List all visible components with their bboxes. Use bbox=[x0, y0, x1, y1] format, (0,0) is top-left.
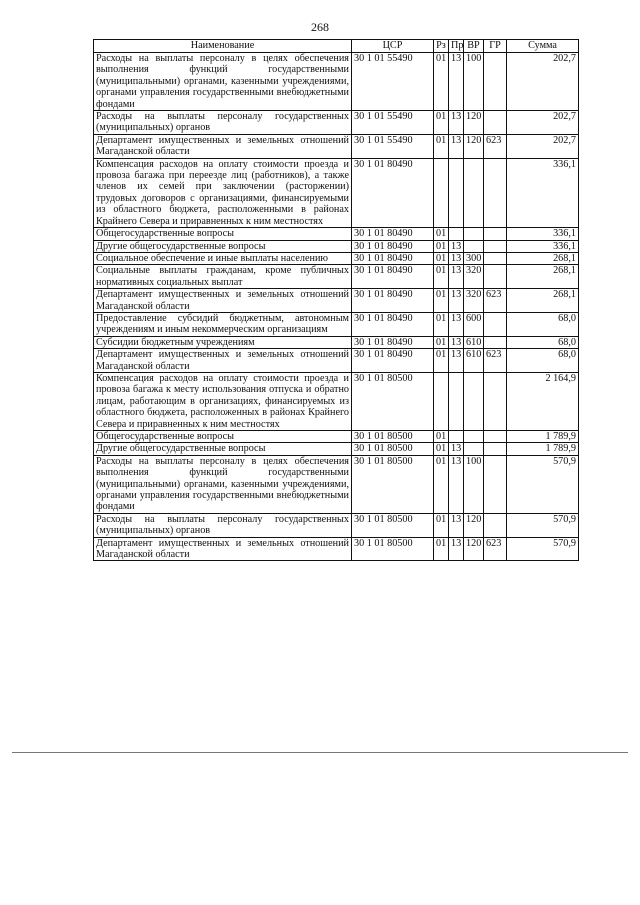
table-row bbox=[94, 455, 579, 513]
cell-vr bbox=[464, 443, 484, 455]
header-rz: Рз bbox=[434, 40, 449, 53]
cell-gr bbox=[484, 53, 507, 111]
cell-name: Расходы на выплаты персоналу в целях обеспечения выполнения функций государственными (муниципальными) органами, казенными учреждениями, органами управления государственными внебюджетными фондами bbox=[94, 53, 352, 111]
cell-sum: 202,7 bbox=[507, 134, 579, 158]
cell-name: Предоставление субсидий бюджетным, автономным учреждениям и иным некоммерческим организациям bbox=[94, 312, 352, 336]
cell-rz: 01 bbox=[434, 265, 449, 289]
cell-pr: 13 bbox=[449, 312, 464, 336]
cell-vr bbox=[464, 431, 484, 443]
cell-vr: 320 bbox=[464, 265, 484, 289]
cell-pr: 13 bbox=[449, 336, 464, 348]
cell-csr: 30 1 01 80500 bbox=[352, 443, 434, 455]
page-bottom-rule bbox=[12, 752, 628, 753]
table-row bbox=[94, 53, 579, 111]
cell-gr bbox=[484, 111, 507, 135]
cell-gr bbox=[484, 265, 507, 289]
table-row bbox=[94, 289, 579, 313]
cell-vr: 300 bbox=[464, 252, 484, 264]
cell-csr: 30 1 01 55490 bbox=[352, 111, 434, 135]
cell-gr bbox=[484, 431, 507, 443]
cell-sum: 1 789,9 bbox=[507, 431, 579, 443]
cell-vr: 320 bbox=[464, 289, 484, 313]
cell-pr: 13 bbox=[449, 289, 464, 313]
cell-csr: 30 1 01 80500 bbox=[352, 431, 434, 443]
cell-rz: 01 bbox=[434, 431, 449, 443]
cell-rz: 01 bbox=[434, 289, 449, 313]
cell-rz: 01 bbox=[434, 537, 449, 561]
cell-name: Компенсация расходов на оплату стоимости проезда и провоза багажа к месту использования отпуска и обратно лицам, работающим в организациях, финансируемых из областного бюджета, расположенных в районах Крайнего Севера и приравненных к ним местностях bbox=[94, 372, 352, 430]
cell-rz: 01 bbox=[434, 349, 449, 373]
cell-gr bbox=[484, 336, 507, 348]
cell-csr: 30 1 01 80490 bbox=[352, 240, 434, 252]
cell-pr: 13 bbox=[449, 134, 464, 158]
cell-csr: 30 1 01 80500 bbox=[352, 513, 434, 537]
cell-name: Общегосударственные вопросы bbox=[94, 228, 352, 240]
cell-rz: 01 bbox=[434, 111, 449, 135]
cell-csr: 30 1 01 80490 bbox=[352, 312, 434, 336]
cell-csr: 30 1 01 80500 bbox=[352, 372, 434, 430]
table-row bbox=[94, 513, 579, 537]
cell-sum: 68,0 bbox=[507, 349, 579, 373]
cell-gr bbox=[484, 312, 507, 336]
cell-name: Другие общегосударственные вопросы bbox=[94, 240, 352, 252]
cell-pr bbox=[449, 158, 464, 227]
cell-csr: 30 1 01 80490 bbox=[352, 158, 434, 227]
cell-vr: 610 bbox=[464, 349, 484, 373]
table-row bbox=[94, 349, 579, 373]
cell-sum: 68,0 bbox=[507, 312, 579, 336]
cell-vr bbox=[464, 372, 484, 430]
cell-sum: 570,9 bbox=[507, 537, 579, 561]
cell-name: Департамент имущественных и земельных отношений Магаданской области bbox=[94, 349, 352, 373]
cell-sum: 268,1 bbox=[507, 265, 579, 289]
header-gr: ГР bbox=[484, 40, 507, 53]
cell-sum: 1 789,9 bbox=[507, 443, 579, 455]
cell-rz bbox=[434, 372, 449, 430]
cell-vr: 100 bbox=[464, 455, 484, 513]
cell-vr: 610 bbox=[464, 336, 484, 348]
cell-sum: 336,1 bbox=[507, 158, 579, 227]
header-pr: Пр bbox=[449, 40, 464, 53]
cell-pr: 13 bbox=[449, 252, 464, 264]
cell-sum: 268,1 bbox=[507, 252, 579, 264]
cell-name: Расходы на выплаты персоналу государственных (муниципальных) органов bbox=[94, 513, 352, 537]
cell-sum: 570,9 bbox=[507, 455, 579, 513]
cell-vr: 120 bbox=[464, 111, 484, 135]
table-row bbox=[94, 443, 579, 455]
table-row bbox=[94, 228, 579, 240]
cell-vr bbox=[464, 240, 484, 252]
cell-rz: 01 bbox=[434, 240, 449, 252]
cell-gr bbox=[484, 513, 507, 537]
cell-vr: 120 bbox=[464, 537, 484, 561]
header-csr: ЦСР bbox=[352, 40, 434, 53]
table-row bbox=[94, 134, 579, 158]
cell-csr: 30 1 01 55490 bbox=[352, 53, 434, 111]
cell-csr: 30 1 01 80490 bbox=[352, 252, 434, 264]
cell-rz: 01 bbox=[434, 228, 449, 240]
cell-rz: 01 bbox=[434, 252, 449, 264]
table-row bbox=[94, 240, 579, 252]
table-row bbox=[94, 158, 579, 227]
cell-pr: 13 bbox=[449, 349, 464, 373]
cell-csr: 30 1 01 55490 bbox=[352, 134, 434, 158]
cell-sum: 2 164,9 bbox=[507, 372, 579, 430]
cell-pr: 13 bbox=[449, 240, 464, 252]
table-row bbox=[94, 431, 579, 443]
cell-vr: 600 bbox=[464, 312, 484, 336]
cell-csr: 30 1 01 80490 bbox=[352, 289, 434, 313]
cell-gr: 623 bbox=[484, 289, 507, 313]
cell-sum: 570,9 bbox=[507, 513, 579, 537]
cell-name: Субсидии бюджетным учреждениям bbox=[94, 336, 352, 348]
cell-vr: 120 bbox=[464, 513, 484, 537]
cell-pr: 13 bbox=[449, 53, 464, 111]
cell-name: Компенсация расходов на оплату стоимости проезда и провоза багажа при переезде лиц (работников), а также членов их семей при заключении (расторжении) трудовых договоров с организациями, финансируемыми из областного бюджета, расположенными в районах Крайнего Севера и приравненных к ним местностях bbox=[94, 158, 352, 227]
cell-gr bbox=[484, 240, 507, 252]
cell-csr: 30 1 01 80490 bbox=[352, 349, 434, 373]
cell-gr bbox=[484, 252, 507, 264]
cell-name: Общегосударственные вопросы bbox=[94, 431, 352, 443]
cell-rz bbox=[434, 158, 449, 227]
cell-sum: 202,7 bbox=[507, 53, 579, 111]
table-header-row bbox=[94, 40, 579, 53]
cell-pr: 13 bbox=[449, 265, 464, 289]
cell-vr bbox=[464, 228, 484, 240]
table-row bbox=[94, 252, 579, 264]
cell-rz: 01 bbox=[434, 53, 449, 111]
cell-gr: 623 bbox=[484, 349, 507, 373]
cell-name: Департамент имущественных и земельных отношений Магаданской области bbox=[94, 289, 352, 313]
cell-gr bbox=[484, 158, 507, 227]
cell-gr bbox=[484, 455, 507, 513]
header-sum: Сумма bbox=[507, 40, 579, 53]
cell-sum: 268,1 bbox=[507, 289, 579, 313]
table-row bbox=[94, 312, 579, 336]
cell-sum: 202,7 bbox=[507, 111, 579, 135]
cell-rz: 01 bbox=[434, 336, 449, 348]
cell-name: Другие общегосударственные вопросы bbox=[94, 443, 352, 455]
cell-pr: 13 bbox=[449, 111, 464, 135]
cell-name: Департамент имущественных и земельных отношений Магаданской области bbox=[94, 134, 352, 158]
cell-sum: 68,0 bbox=[507, 336, 579, 348]
table-row bbox=[94, 111, 579, 135]
table-row bbox=[94, 265, 579, 289]
cell-vr: 100 bbox=[464, 53, 484, 111]
cell-rz: 01 bbox=[434, 312, 449, 336]
cell-pr bbox=[449, 228, 464, 240]
header-vr: ВР bbox=[464, 40, 484, 53]
table-row bbox=[94, 372, 579, 430]
cell-sum: 336,1 bbox=[507, 240, 579, 252]
cell-gr: 623 bbox=[484, 537, 507, 561]
cell-pr: 13 bbox=[449, 513, 464, 537]
cell-name: Социальное обеспечение и иные выплаты населению bbox=[94, 252, 352, 264]
cell-csr: 30 1 01 80500 bbox=[352, 537, 434, 561]
cell-name: Департамент имущественных и земельных отношений Магаданской области bbox=[94, 537, 352, 561]
cell-name: Расходы на выплаты персоналу государственных (муниципальных) органов bbox=[94, 111, 352, 135]
budget-table bbox=[93, 39, 579, 561]
table-row bbox=[94, 537, 579, 561]
cell-gr: 623 bbox=[484, 134, 507, 158]
cell-rz: 01 bbox=[434, 134, 449, 158]
cell-rz: 01 bbox=[434, 513, 449, 537]
cell-csr: 30 1 01 80490 bbox=[352, 336, 434, 348]
cell-pr: 13 bbox=[449, 537, 464, 561]
cell-rz: 01 bbox=[434, 443, 449, 455]
cell-gr bbox=[484, 443, 507, 455]
cell-rz: 01 bbox=[434, 455, 449, 513]
cell-name: Социальные выплаты гражданам, кроме публичных нормативных социальных выплат bbox=[94, 265, 352, 289]
cell-vr bbox=[464, 158, 484, 227]
cell-gr bbox=[484, 228, 507, 240]
cell-pr: 13 bbox=[449, 455, 464, 513]
cell-sum: 336,1 bbox=[507, 228, 579, 240]
header-name: Наименование bbox=[94, 40, 352, 53]
cell-csr: 30 1 01 80490 bbox=[352, 265, 434, 289]
cell-gr bbox=[484, 372, 507, 430]
cell-name: Расходы на выплаты персоналу в целях обеспечения выполнения функций государственными (муниципальными) органами, казенными учреждениями, органами управления государственными внебюджетными фондами bbox=[94, 455, 352, 513]
page-number: 268 bbox=[311, 20, 329, 34]
cell-pr bbox=[449, 431, 464, 443]
cell-csr: 30 1 01 80490 bbox=[352, 228, 434, 240]
cell-pr bbox=[449, 372, 464, 430]
cell-pr: 13 bbox=[449, 443, 464, 455]
cell-csr: 30 1 01 80500 bbox=[352, 455, 434, 513]
table-row bbox=[94, 336, 579, 348]
cell-vr: 120 bbox=[464, 134, 484, 158]
